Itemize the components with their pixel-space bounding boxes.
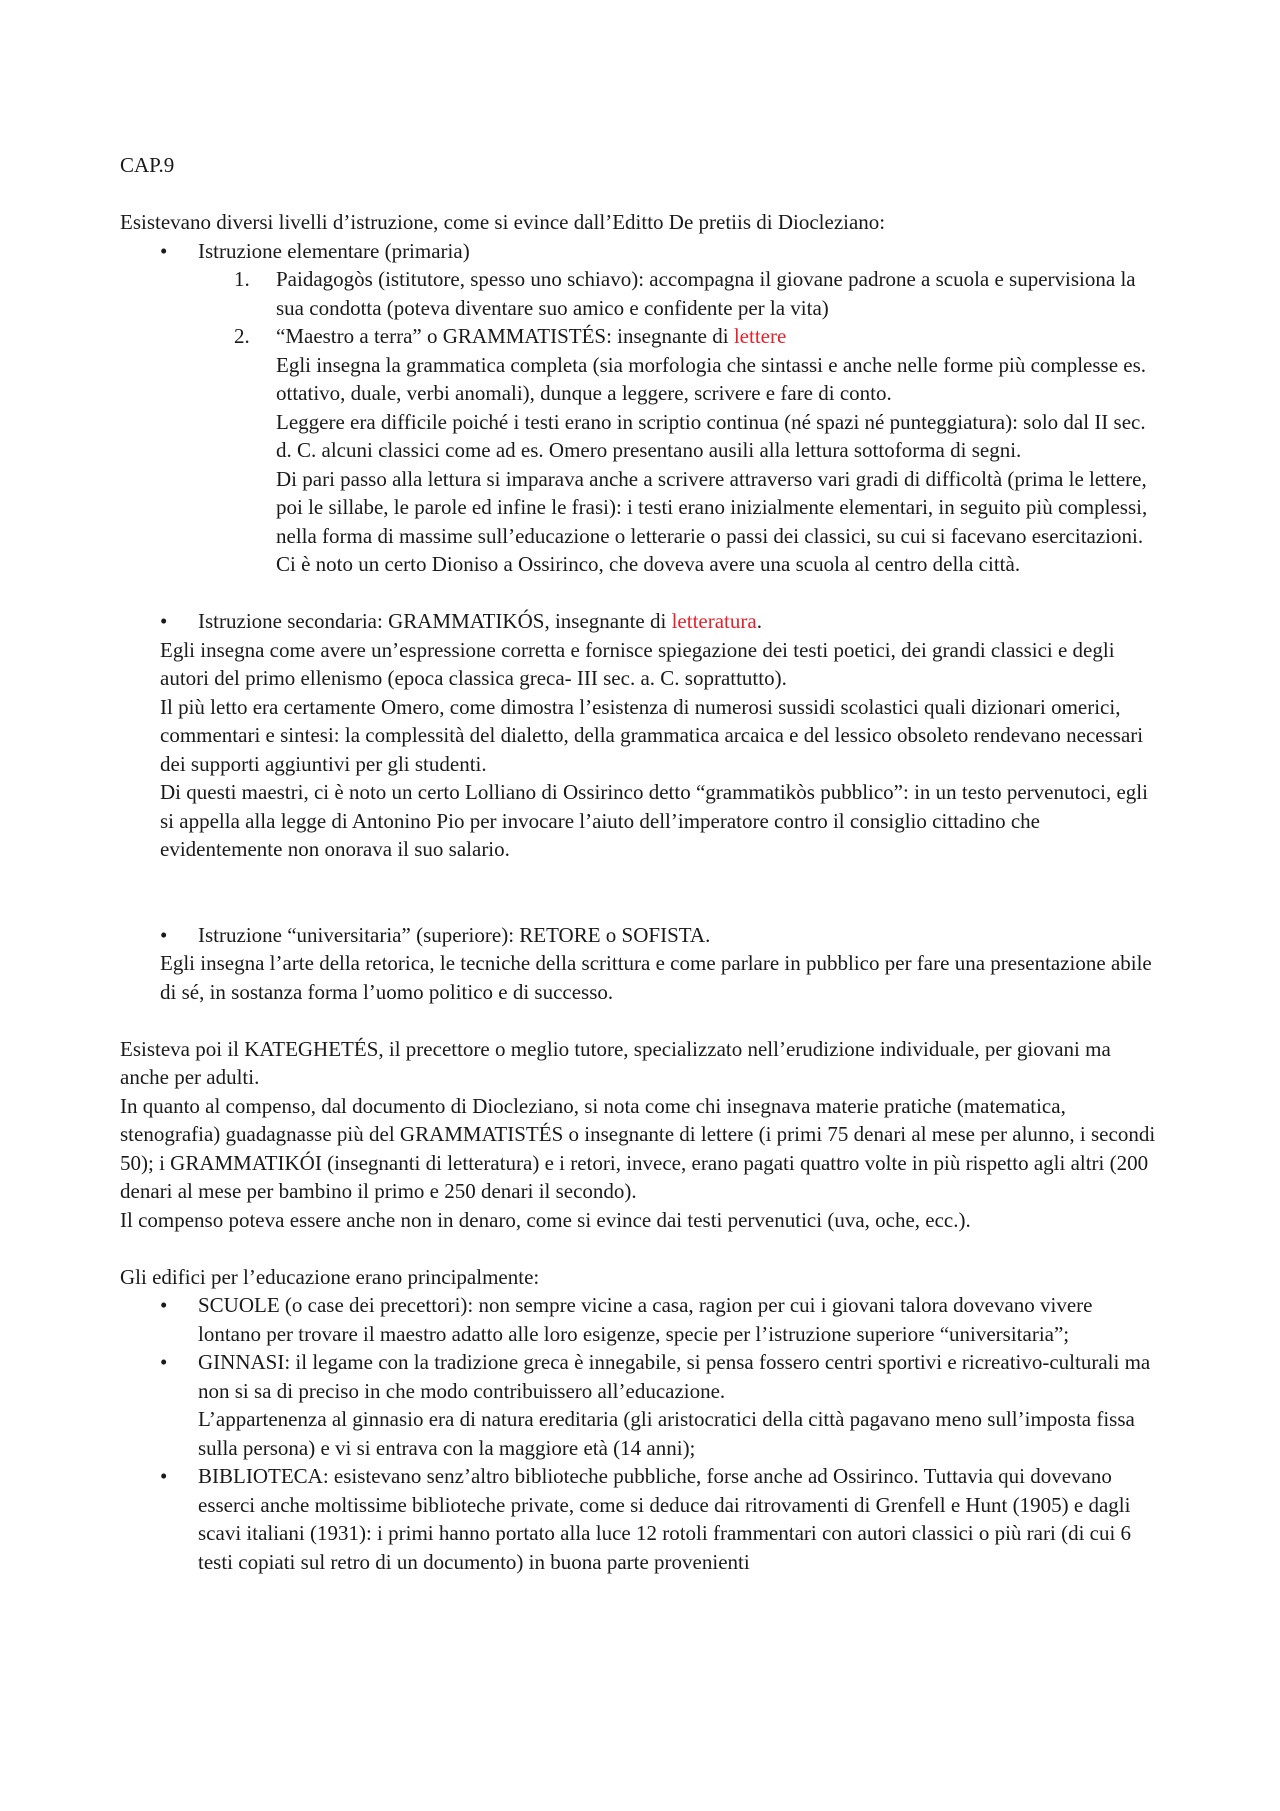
grammatistes-heading: “Maestro a terra” o GRAMMATISTÉS: insegnante di <box>276 324 734 348</box>
numbered-item-2 <box>120 322 1160 351</box>
grammatistes-paragraph: Ci è noto un certo Dioniso a Ossirinco, che doveva avere una scuola al centro della città. <box>276 552 1021 576</box>
list-item-university <box>120 921 1160 950</box>
intro-paragraph: Esistevano diversi livelli d’istruzione, come si evince dall’Editto De pretiis di Diocleziano: <box>120 210 886 234</box>
grammatistes-paragraph: Di pari passo alla lettura si imparava anche a scrivere attraverso vari gradi di difficoltà (prima le lettere, poi le sillabe, le parole ed infine le frasi): i testi erano inizialmente elementari, in seguito più complessi, nella forma di massime sull’educazione o letterarie o passi dei classici, su cui si facevano esercitazioni. <box>276 466 1148 548</box>
bullet-icon: • <box>160 1464 168 1488</box>
biblioteca-text: BIBLIOTECA: esistevano senz’altro biblioteche pubbliche, forse anche ad Ossirinco. Tuttavia qui dovevano esserci anche moltissime biblioteche private, come si deduce dai ritrovamenti di Grenfell e Hunt (1905) e dagli scavi italiani (1931): i primi hanno portato alla luce 12 rotoli frammentari con autori classici o più rari (di cui 6 testi copiati sul retro di un documento) in buona parte provenienti <box>198 1464 1132 1574</box>
kateghetes-paragraph: Esisteva poi il KATEGHETÉS, il precettore o meglio tutore, specializzato nell’erudizione individuale, per giovani ma anche per adulti. <box>120 1036 1111 1089</box>
list-item-primary <box>120 237 1160 266</box>
numbered-item-1 <box>120 265 1160 322</box>
secondary-heading: Istruzione secondaria: GRAMMATIKÓS, insegnante di <box>198 609 672 633</box>
university-heading: Istruzione “universitaria” (superiore): RETORE o SOFISTA. <box>198 922 711 947</box>
highlighted-word: lettere <box>733 324 787 348</box>
bullet-icon: • <box>160 609 168 633</box>
secondary-paragraph: Di questi maestri, ci è noto un certo Lolliano di Ossirinco detto “grammatikòs pubblico”: in un testo pervenutoci, egli si appella alla legge di Antonino Pio per invocare l’aiuto dell’imperatore contro il consiglio cittadino che evidentemente non onorava il suo salario. <box>160 780 1148 861</box>
chapter-title: CAP.9 <box>120 153 175 177</box>
grammatistes-paragraph: Leggere era difficile poiché i testi erano in scriptio continua (né spazi né punteggiatura): solo dal II sec. d. C. alcuni classici come ad es. Omero presentano ausili alla lettura sottoforma di segni. <box>276 409 1146 462</box>
university-paragraph: Egli insegna l’arte della retorica, le tecniche della scrittura e come parlare in pubblico per fare una presentazione abile di sé, in sostanza forma l’uomo politico e di successo. <box>160 951 1152 1004</box>
bullet-icon: • <box>160 1350 168 1374</box>
list-item-ginnasi <box>120 1348 1160 1405</box>
compenso-paragraph: In quanto al compenso, dal documento di Diocleziano, si nota come chi insegnava materie pratiche (matematica, stenografia) guadagnasse più del GRAMMATISTÉS o insegnante di lettere (i primi 75 denari al mese per alunno, i secondi 50); i GRAMMATIKÓI (insegnanti di letteratura) e i retori, invece, erano pagati quattro volte in più rispetto agli altri (200 denari al mese per bambino il primo e 250 denari il secondo). <box>120 1093 1156 1203</box>
document-body <box>120 151 1160 1576</box>
ginnasi-text: GINNASI: il legame con la tradizione greca è innegabile, si pensa fossero centri sportivi e ricreativo-culturali ma non si sa di preciso in che modo contribuissero all’educazione. <box>198 1350 1151 1403</box>
secondary-paragraph: Egli insegna come avere un’espressione corretta e fornisce spiegazione dei testi poetici, dei grandi classici e degli autori del primo ellenismo (epoca classica greca- III sec. a. C. soprattutto). <box>160 637 1115 690</box>
list-item-biblioteca <box>120 1462 1160 1576</box>
bullet-icon: • <box>160 1293 168 1317</box>
bullet-icon: • <box>160 238 168 263</box>
ginnasi-paragraph: L’appartenenza al ginnasio era di natura ereditaria (gli aristocratici della città pagavano meno sull’imposta fissa sulla persona) e vi si entrava con la maggiore età (14 anni); <box>198 1407 1135 1460</box>
paidagogos-text: Paidagogòs (istitutore, spesso uno schiavo): accompagna il giovane padrone a scuola e supervisiona la sua condotta (poteva diventare suo amico e confidente per la vita) <box>276 267 1136 320</box>
punctuation: . <box>756 609 762 633</box>
highlighted-word: letteratura <box>671 609 757 633</box>
buildings-intro: Gli edifici per l’educazione erano principalmente: <box>120 1264 540 1289</box>
primary-heading: Istruzione elementare (primaria) <box>198 238 470 263</box>
scuole-text: SCUOLE (o case dei precettori): non sempre vicine a casa, ragion per cui i giovani talora dovevano vivere lontano per trovare il maestro adatto alle loro esigenze, specie per l’istruzione superiore “universitaria”; <box>198 1293 1093 1346</box>
grammatistes-paragraph: Egli insegna la grammatica completa (sia morfologia che sintassi e anche nelle forme più complesse es. ottativo, duale, verbi anomali), dunque a leggere, scrivere e fare di conto. <box>276 352 1147 405</box>
compenso-paragraph-2: Il compenso poteva essere anche non in denaro, come si evince dai testi pervenutici (uva, oche, ecc.). <box>120 1207 971 1232</box>
list-item-secondary <box>120 607 1160 636</box>
item-number: 1. <box>234 267 250 291</box>
list-item-scuole <box>120 1291 1160 1348</box>
secondary-paragraph: Il più letto era certamente Omero, come dimostra l’esistenza di numerosi sussidi scolastici quali dizionari omerici, commentari e sintesi: la complessità del dialetto, della grammatica arcaica e del lessico obsoleto rendevano necessari dei supporti aggiuntivi per gli studenti. <box>160 694 1144 776</box>
item-number: 2. <box>234 324 250 348</box>
bullet-icon: • <box>160 922 168 947</box>
